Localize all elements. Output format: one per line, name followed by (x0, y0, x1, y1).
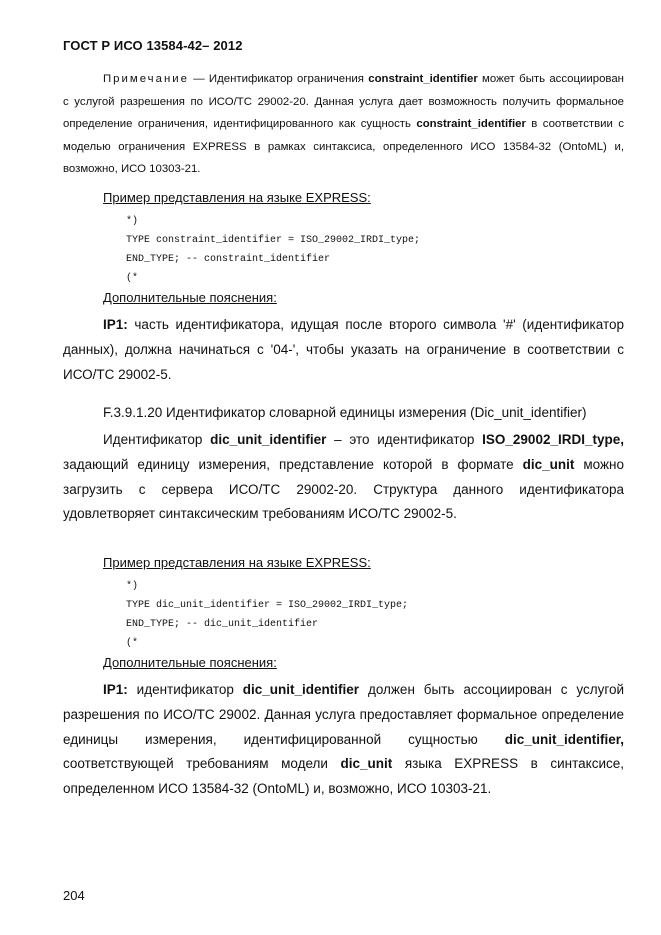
ip1-paragraph: IP1: идентификатор dic_unit_identifier должен быть ассоциирован с услугой разрешения по ИСО/ТС 29002. Данная услуга предоставляет формальное определение единицы измерения, идентифицированной сущностью dic_unit_identifier, соответствующей требованиям модели dic_unit языка EXPRESS в синтаксисе, определенном ИСО 13584-32 (OntoML) и, возможно, ИСО 10303-21. (63, 682, 624, 797)
ip1-paragraph: IP1: часть идентификатора, идущая после второго символа '#' (идентификатор данных), должна начинаться с '04-', чтобы указать на ограничение в соответствии с ИСО/ТС 29002-5. (63, 317, 624, 382)
explanations-title: Дополнительные пояснения: (103, 655, 277, 670)
ip-label: IP1: (103, 317, 128, 332)
term-dic-unit: dic_unit (522, 456, 575, 472)
section-heading: F.3.9.1.20 Идентификатор словарной единицы измерения (Dic_unit_identifier) (103, 405, 587, 420)
term-dic-unit-identifier: dic_unit_identifier (242, 682, 360, 697)
example-title: Пример представления на языке EXPRESS: (103, 190, 371, 205)
ip-label: IP1: (103, 682, 128, 697)
explanations-title: Дополнительные пояснения: (103, 290, 277, 305)
term-iso-irdi-type: ISO_29002_IRDI_type, (482, 432, 624, 447)
page-number: 204 (63, 888, 85, 903)
section-paragraph: Идентификатор dic_unit_identifier – это идентификатор ISO_29002_IRDI_type, задающий единицу измерения, представление которой в формате dic_unit можно загрузить с сервера ИСО/ТС 29002-20. Структура данного идентификатора удовлетворяет синтаксическим требованиям ИСО/ТС 29002-5. (63, 432, 624, 522)
term-dic-unit-identifier: dic_unit_identifier (210, 432, 327, 447)
express-code-block: *) TYPE constraint_identifier = ISO_29002_IRDI_type; END_TYPE; -- constraint_identifier (* (126, 216, 421, 284)
example-title: Пример представления на языке EXPRESS: (103, 555, 371, 570)
express-code-block: *) TYPE dic_unit_identifier = ISO_29002_IRDI_type; END_TYPE; -- dic_unit_identifier (* (126, 581, 409, 649)
term-constraint-identifier: constraint_identifier (416, 118, 526, 130)
term-dic-unit: dic_unit (340, 756, 393, 772)
document-header: ГОСТ Р ИСО 13584-42– 2012 (63, 38, 243, 53)
note-label: Примечание (103, 73, 189, 85)
note-paragraph: Примечание — Идентификатор ограничения constraint_identifier может быть ассоциирован с услугой разрешения по ИСО/ТС 29002-20. Данная услуга дает возможность получить формальное определение ограничения, идентифицированного как сущность constraint_identifier в соответствии с моделью ограничения EXPRESS в рамках синтаксиса, определенного ИСО 13584-32 (OntoML) и, возможно, ИСО 10303-21. (63, 73, 625, 175)
term-dic-unit-identifier: dic_unit_identifier, (504, 731, 624, 747)
term-constraint-identifier: constraint_identifier (368, 73, 478, 85)
